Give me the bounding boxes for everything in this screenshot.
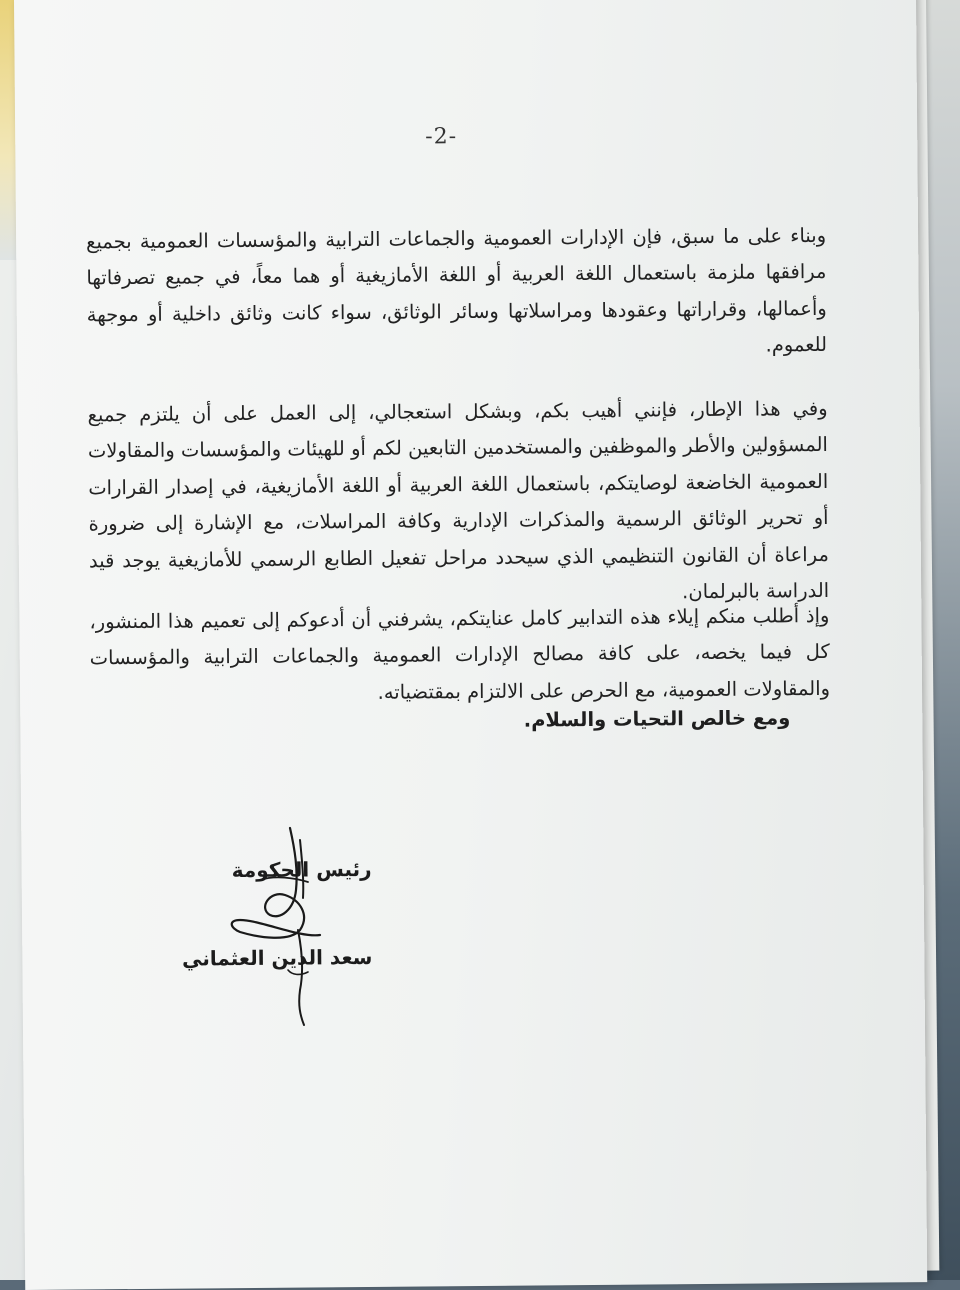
paragraph-1: وبناء على ما سبق، فإن الإدارات العمومية والجماعات الترابية والمؤسسات العمومية بجميع مرافقها ملزمة باستعمال اللغة العربية أو اللغة الأمازيغية أو هما معاً، في جميع تصرفاتها وأعمالها، وقراراتها وعقودها ومراسلاتها وسائر الوثائق، سواء كانت وثائق داخلية أو موجهة للعموم. <box>86 223 828 357</box>
paragraph-2: وفي هذا الإطار، فإنني أهيب بكم، وبشكل استعجالي، إلى العمل على أن يلتزم جميع المسؤولين والأطر والموظفين والمستخدمين التابعين لكم أو للهيئات والمؤسسات والمقاولات العمومية الخاضعة لوصايتكم، باستعمال اللغة العربية أو اللغة الأمازيغية، في إصدار القرارات أو تحرير الوثائق الرسمية والمذكرات الإدارية وكافة المراسلات، مع الإشارة إلى ضرورة مراعاة أن القانون التنظيمي الذي سيحدد مراحل تفعيل الطابع الرسمي للأمازيغية يوجد قيد الدراسة بالبرلمان. <box>87 396 830 604</box>
signature-block <box>181 817 373 1029</box>
signatory-name: سعد الدين العثماني <box>181 944 373 971</box>
page-number: -2- <box>425 124 458 150</box>
paragraph-3: وإذ أطلب منكم إيلاء هذه التدابير كامل عنايتكم، يشرفني أن أدعوكم إلى تعميم هذا المنشور، كل فيما يخصه، على كافة مصالح الإدارات العمومية والجماعات الترابية والمؤسسات والمقاولات العمومية، مع الحرص على الالتزام بمقتضياته. <box>89 603 831 704</box>
document-page <box>14 0 927 1290</box>
closing-salutation: ومع خالص التحيات والسلام. <box>523 706 791 732</box>
signatory-title: رئيس الحكومة <box>231 856 372 883</box>
